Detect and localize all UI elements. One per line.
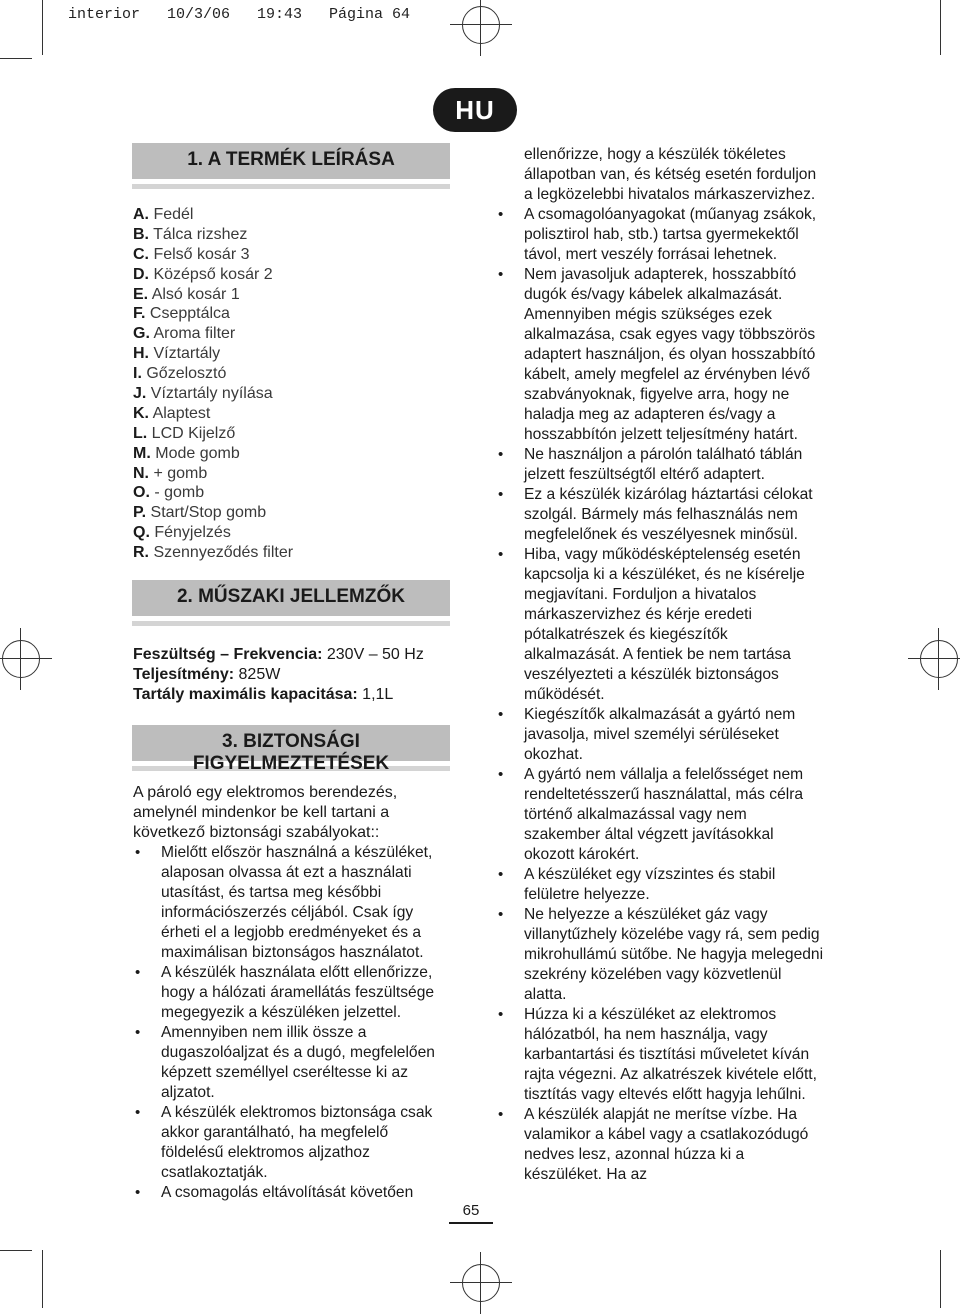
part-item bbox=[133, 245, 293, 265]
safety-bullet: • A készülék használata előtt ellenőrizze, hogy a hálózati áramellátás feszültsége megegyezik a készüléken jelzettel. bbox=[133, 963, 451, 1023]
part-label: + gomb bbox=[153, 464, 208, 482]
part-item bbox=[133, 384, 293, 404]
section-1-heading bbox=[132, 143, 450, 184]
safety-bullet: • Hiba, vagy működésképtelenség esetén kapcsolja ki a készüléket, és ne kísérelje megjavítani. Forduljon a hivatalos márkaszervizhez és kérje eredeti pótalkatrészek és kiegészítők alkalmazását. A fentiek be nem tartása veszélyezteti a készülék biztonságos működését. bbox=[496, 545, 826, 705]
part-letter: N. bbox=[133, 464, 149, 482]
safety-bullet: • A csomagolás eltávolítását követően bbox=[133, 1183, 451, 1203]
spec-label: Feszültség – Frekvencia: bbox=[133, 646, 323, 663]
part-item bbox=[133, 503, 293, 523]
section-2-heading bbox=[132, 580, 450, 621]
safety-bullet: • Mielőtt először használná a készüléket, alaposan olvassa át ezt a használati utasítást, és tartsa meg későbbi információszerzés céljából. Csak így érheti el a legjobb eredményeket és a maximálisan biztonságos használatot. bbox=[133, 843, 451, 963]
safety-bullet: • Ne használjon a párolón található táblán jelzett feszültségtől eltérő adaptert. bbox=[496, 445, 826, 485]
safety-bullet: • Kiegészítők alkalmazását a gyártó nem javasolja, mivel személyi sérüléseket okozhat. bbox=[496, 705, 826, 765]
safety-bullet: • A készülék elektromos biztonsága csak akkor garantálható, ha megfelelő földelésű elektromos aljzathoz csatlakoztatják. bbox=[133, 1103, 451, 1183]
safety-bullet: • Húzza ki a készüléket az elektromos hálózatból, ha nem használja, vagy karbantartási és tisztítási műveletet kíván rajta végezni. Az alkatrészek kivétele előtt, tisztítás vagy eltevés előtt hagyja lehűlni. bbox=[496, 1005, 826, 1105]
spec-row bbox=[133, 645, 453, 665]
parts-list bbox=[133, 205, 293, 563]
safety-bullet: • Nem javasoljuk adapterek, hosszabbító dugók és/vagy kábelek alkalmazását. Amennyiben mégis szükséges ezek alkalmazása, csak egyes vagy többszörös adaptert használjon, és olyan hosszabbító kábelt, amely megfelel az érvényben lévő szabványoknak, figyelve arra, hogy ne haladja meg az adapteren és/vagy a hosszabbítón jelzett teljesítmény határt. bbox=[496, 265, 826, 445]
part-letter: E. bbox=[133, 285, 149, 303]
safety-bullet: • Ez a készülék kizárólag háztartási célokat szolgál. Bármely más felhasználás nem megfelelőnek és veszélyesnek minősül. bbox=[496, 485, 826, 545]
part-label: Szennyeződés filter bbox=[153, 544, 294, 562]
part-item bbox=[133, 424, 293, 444]
part-label: LCD Kijelző bbox=[151, 424, 236, 442]
registration-mark-left bbox=[2, 640, 40, 678]
part-letter: Q. bbox=[133, 524, 150, 542]
part-letter: C. bbox=[133, 245, 149, 263]
part-letter: H. bbox=[133, 345, 149, 363]
part-item bbox=[133, 464, 293, 484]
part-letter: P. bbox=[133, 504, 147, 522]
registration-mark-bottom bbox=[462, 1264, 500, 1302]
spec-value: 230V – 50 Hz bbox=[326, 646, 424, 663]
part-letter: J. bbox=[133, 385, 147, 403]
part-label: Víztartály nyílása bbox=[150, 385, 273, 403]
part-letter: O. bbox=[133, 484, 150, 502]
spec-row bbox=[133, 665, 453, 685]
spec-label: Tartály maximális kapacitása: bbox=[133, 686, 358, 703]
part-letter: I. bbox=[133, 365, 142, 383]
part-item bbox=[133, 205, 293, 225]
part-letter: B. bbox=[133, 225, 149, 243]
part-label: Alsó kosár 1 bbox=[151, 285, 240, 303]
part-letter: F. bbox=[133, 305, 146, 323]
crop-line-right bbox=[940, 0, 941, 55]
part-item bbox=[133, 364, 293, 384]
spec-value: 825W bbox=[238, 666, 281, 683]
part-letter: L. bbox=[133, 424, 148, 442]
crop-line-top-left bbox=[0, 58, 32, 59]
safety-continuation: ellenőrizze, hogy a készülék tökéletes állapotban van, és kétség esetén forduljon a legközelebbi hivatalos márkaszervizhez. bbox=[524, 146, 817, 203]
part-label: Felső kosár 3 bbox=[153, 245, 250, 263]
part-letter: D. bbox=[133, 265, 149, 283]
part-letter: G. bbox=[133, 325, 150, 343]
part-item bbox=[133, 304, 293, 324]
safety-bullet: • A gyártó nem vállalja a felelősséget nem rendeltetésszerű használattal, más célra történő alkalmazással vagy nem szakember által végzett javításokkal okozott károkért. bbox=[496, 765, 826, 865]
spec-value: 1,1L bbox=[362, 686, 394, 703]
crop-line-bottom-right bbox=[940, 1250, 941, 1308]
part-label: Mode gomb bbox=[155, 444, 240, 462]
part-item bbox=[133, 285, 293, 305]
part-item bbox=[133, 483, 293, 503]
part-item bbox=[133, 404, 293, 424]
part-item bbox=[133, 324, 293, 344]
page-number: 65 bbox=[462, 1202, 480, 1219]
part-label: Fedél bbox=[153, 206, 194, 223]
part-label: Középső kosár 2 bbox=[153, 265, 273, 283]
part-label: - gomb bbox=[154, 484, 205, 502]
part-label: Csepptálca bbox=[149, 305, 230, 323]
crop-line-bottom-left-h bbox=[0, 1250, 32, 1251]
section-3-heading bbox=[132, 725, 450, 774]
safety-left-column bbox=[133, 783, 451, 1203]
safety-bullets-right bbox=[496, 205, 826, 1185]
section-3-title: 3. BIZTONSÁGI FIGYELMEZTETÉSEK bbox=[192, 731, 390, 774]
safety-bullet: • Amennyiben nem illik össze a dugaszolóaljzat és a dugó, megfelelően képzett személlyel cseréltesse ki az aljzatot. bbox=[133, 1023, 451, 1103]
part-label: Gőzelosztó bbox=[146, 365, 227, 383]
safety-bullet: • A készüléket egy vízszintes és stabil felületre helyezze. bbox=[496, 865, 826, 905]
part-item bbox=[133, 344, 293, 364]
part-label: Aroma filter bbox=[153, 325, 236, 343]
part-letter: A. bbox=[133, 206, 149, 223]
safety-right-column bbox=[496, 145, 826, 1185]
specs-block bbox=[133, 645, 453, 705]
safety-bullet: • A csomagolóanyagokat (műanyag zsákok, polisztirol hab, stb.) tartsa gyermekektől távol, mert veszély forrásai lehetnek. bbox=[496, 205, 826, 265]
part-letter: M. bbox=[133, 444, 151, 462]
safety-intro: A pároló egy elektromos berendezés, amelynél mindenkor be kell tartani a következő biztonsági szabályokat:: bbox=[133, 784, 398, 841]
registration-mark-top bbox=[462, 6, 500, 44]
safety-bullet: • Ne helyezze a készüléket gáz vagy villanytűzhely közelébe vagy rá, sem pedig mikrohullámú sütőbe. Ne hagyja melegedni szekrény közelében vagy közvetlenül alatta. bbox=[496, 905, 826, 1005]
part-label: Alaptest bbox=[152, 404, 211, 422]
part-item bbox=[133, 265, 293, 285]
part-label: Víztartály bbox=[153, 345, 221, 363]
safety-bullets-left bbox=[133, 843, 451, 1203]
registration-mark-right bbox=[920, 640, 958, 678]
part-item bbox=[133, 444, 293, 464]
language-badge: HU bbox=[433, 88, 517, 132]
section-1-title: 1. A TERMÉK LEÍRÁSA bbox=[187, 149, 395, 170]
spec-label: Teljesítmény: bbox=[133, 666, 235, 683]
page-number-rule bbox=[449, 1222, 493, 1224]
part-label: Start/Stop gomb bbox=[150, 504, 267, 522]
part-item bbox=[133, 523, 293, 543]
section-2-title: 2. MŰSZAKI JELLEMZŐK bbox=[176, 586, 405, 607]
crop-line-bottom-left bbox=[42, 1250, 43, 1308]
part-item bbox=[133, 543, 293, 563]
parts-list-container bbox=[133, 205, 293, 563]
print-header: interior 10/3/06 19:43 Página 64 bbox=[68, 6, 411, 23]
spec-row bbox=[133, 685, 453, 705]
safety-bullet: • A készülék alapját ne merítse vízbe. Ha valamikor a kábel vagy a csatlakozódugó nedves lesz, azonnal húzza ki a készüléket. Ha az bbox=[496, 1105, 826, 1185]
part-label: Fényjelzés bbox=[154, 524, 231, 542]
part-item bbox=[133, 225, 293, 245]
part-letter: K. bbox=[133, 404, 149, 422]
part-letter: R. bbox=[133, 544, 149, 562]
part-label: Tálca rizshez bbox=[153, 225, 248, 243]
crop-line-left bbox=[42, 0, 43, 55]
